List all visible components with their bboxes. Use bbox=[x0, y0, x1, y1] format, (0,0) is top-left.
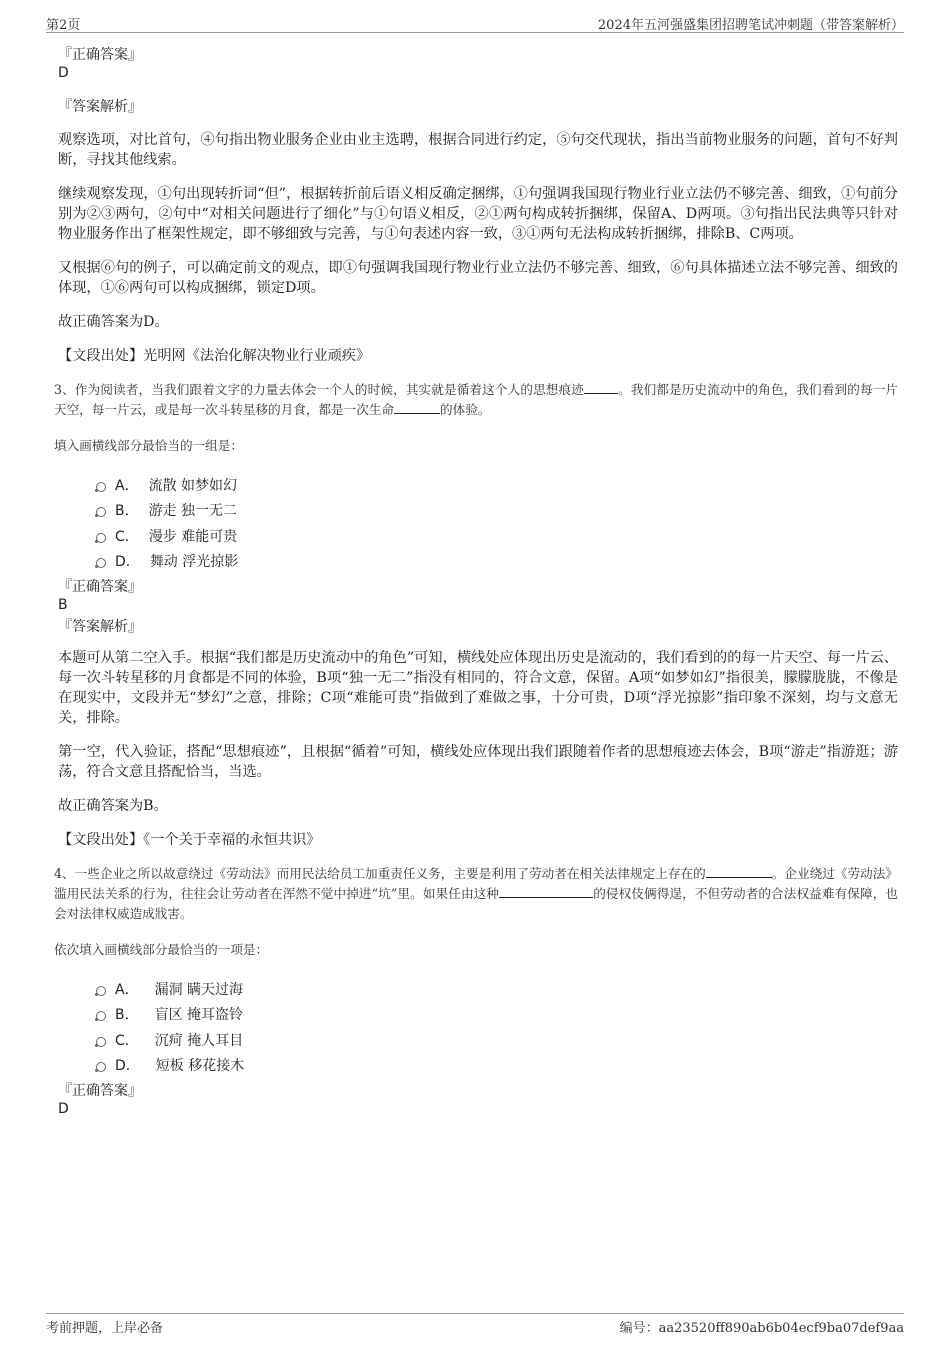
option-b[interactable] bbox=[96, 1002, 898, 1028]
page-content bbox=[54, 46, 899, 1118]
option-text: 盲区 掩耳盗铃 bbox=[154, 1007, 244, 1024]
answer-label: 『正确答案』 bbox=[58, 1083, 142, 1099]
option-text: 短板 移花接木 bbox=[155, 1058, 245, 1075]
fill-blank bbox=[584, 381, 618, 394]
radio-icon[interactable] bbox=[96, 507, 106, 517]
answer-value: B bbox=[58, 597, 68, 613]
fill-blank bbox=[706, 865, 772, 878]
option-letter: C． bbox=[115, 1032, 139, 1049]
option-text: 流散 如梦如幻 bbox=[148, 477, 238, 494]
option-letter: C． bbox=[115, 528, 139, 545]
document-code: 编号：aa23520ff890ab6b04ecf9ba07def9aa bbox=[619, 1321, 904, 1336]
radio-icon[interactable] bbox=[96, 986, 106, 996]
analysis-paragraph: 故正确答案为D。 bbox=[58, 314, 169, 330]
question-prompt: 填入画横线部分最恰当的一组是： bbox=[54, 438, 243, 453]
radio-icon[interactable] bbox=[96, 1062, 106, 1072]
radio-icon[interactable] bbox=[96, 558, 106, 568]
option-d[interactable] bbox=[96, 549, 898, 575]
question-stem-text: 4、一些企业之所以故意绕过《劳动法》而用民法给员工加重责任义务，主要是利用了劳动者在相关法律规定上存在的 bbox=[54, 866, 706, 881]
radio-icon[interactable] bbox=[96, 1011, 106, 1021]
passage-source: 【文段出处】《一个关于幸福的永恒共识》 bbox=[58, 832, 321, 848]
footer-slogan: 考前押题，上岸必备 bbox=[46, 1321, 164, 1336]
answer-label: 『正确答案』 bbox=[58, 579, 142, 595]
question-stem bbox=[54, 380, 898, 420]
question-stem-text: 。企业绕过《劳动法》滥用民法关系的行为，往往会让劳动者在浑然不觉中掉进“坑”里。如果任由这种 bbox=[54, 866, 899, 901]
option-text: 漫步 难能可贵 bbox=[148, 528, 238, 545]
page-footer bbox=[46, 1313, 904, 1334]
option-b[interactable] bbox=[96, 498, 898, 524]
question-stem-text: 。我们都是历史流动中的角色，我们看到的每一片天空，每一片云，或是每一次斗转星移的月食，都是一次生命 bbox=[54, 382, 899, 417]
option-c[interactable] bbox=[96, 523, 898, 549]
option-d[interactable] bbox=[96, 1053, 898, 1079]
option-letter: D． bbox=[115, 1058, 140, 1075]
answer-value: D bbox=[58, 65, 69, 81]
page-number: 第2页 bbox=[46, 18, 81, 33]
option-a[interactable] bbox=[96, 472, 898, 498]
option-c[interactable] bbox=[96, 1027, 898, 1053]
option-text: 游走 独一无二 bbox=[148, 503, 238, 520]
analysis-label: 『答案解析』 bbox=[58, 99, 142, 115]
question-stem bbox=[54, 864, 898, 924]
radio-icon[interactable] bbox=[96, 1037, 106, 1047]
answer-value: D bbox=[58, 1101, 69, 1117]
analysis-paragraph: 本题可从第二空入手。根据“我们都是历史流动中的角色”可知，横线处应体现出历史是流动的，我们看到的的每一片天空、每一片云、每一次斗转星移的月食都是不同的体验，B项“独一无二”指没有相同的，符合文意，保留。A项“如梦如幻”指很美，朦朦胧胧，不像是在现实中，文段并无“梦幻”之意，排除；C项“难能可贵”指做到了难做之事，十分可贵，D项“浮光掠影”指印象不深刻，均与文意无关，排除。 bbox=[58, 650, 898, 726]
analysis-paragraph: 继续观察发现，①句出现转折词“但”，根据转折前后语义相反确定捆绑，①句强调我国现行物业行业立法仍不够完善、细致，①句前分别为②③两句，②句中“对相关问题进行了细化”与①句语义相反，②①两句构成转折捆绑，保留A、D两项。③句指出民法典等只针对物业服务作出了框架性规定，即不够细致与完善，与①句表述内容一致，③①两句无法构成转折捆绑，排除B、C两项。 bbox=[58, 186, 898, 242]
option-a[interactable] bbox=[96, 976, 898, 1002]
analysis-paragraph: 第一空，代入验证，搭配“思想痕迹”，且根据“循着”可知，横线处应体现出我们跟随着作者的思想痕迹去体会，B项“游走”指游逛；游荡，符合文意且搭配恰当，当选。 bbox=[58, 744, 898, 780]
analysis-paragraph: 观察选项，对比首句，④句指出物业服务企业由业主选聘，根据合同进行约定，⑤句交代现状，指出当前物业服务的问题，首句不好判断，寻找其他线索。 bbox=[58, 132, 898, 168]
question-stem-text: 的体验。 bbox=[440, 402, 491, 417]
option-letter: D． bbox=[115, 554, 140, 571]
page-header bbox=[46, 14, 904, 33]
passage-source: 【文段出处】光明网《法治化解决物业行业顽疾》 bbox=[58, 348, 371, 364]
option-text: 沉疴 掩人耳目 bbox=[154, 1032, 244, 1049]
option-text: 漏洞 瞒天过海 bbox=[154, 981, 244, 998]
analysis-paragraph: 故正确答案为B。 bbox=[58, 798, 168, 814]
fill-blank bbox=[499, 885, 593, 898]
analysis-paragraph: 又根据⑥句的例子，可以确定前文的观点，即①句强调我国现行物业行业立法仍不够完善、细致，⑥句具体描述立法不够完善、细致的体现，①⑥两句可以构成捆绑，锁定D项。 bbox=[58, 260, 898, 296]
option-letter: B． bbox=[115, 1007, 139, 1024]
radio-icon[interactable] bbox=[96, 482, 106, 492]
option-list bbox=[96, 976, 898, 1078]
question-stem-text: 3、作为阅读者，当我们跟着文字的力量去体会一个人的时候，其实就是循着这个人的思想痕迹 bbox=[54, 382, 584, 397]
answer-label: 『正确答案』 bbox=[58, 47, 142, 63]
question-stem-text: 的侵权伎俩得逞，不但劳动者的合法权益难有保障，也会对法律权威造成戕害。 bbox=[54, 886, 898, 921]
option-letter: A． bbox=[115, 477, 139, 494]
radio-icon[interactable] bbox=[96, 533, 106, 543]
question-prompt: 依次填入画横线部分最恰当的一项是： bbox=[54, 942, 269, 957]
analysis-label: 『答案解析』 bbox=[58, 619, 142, 635]
document-title: 2024年五河强盛集团招聘笔试冲刺题（带答案解析） bbox=[597, 18, 904, 33]
option-letter: A． bbox=[115, 981, 139, 998]
option-list bbox=[96, 472, 898, 574]
option-letter: B． bbox=[115, 503, 139, 520]
fill-blank bbox=[394, 401, 440, 414]
option-text: 舞动 浮光掠影 bbox=[149, 554, 239, 571]
